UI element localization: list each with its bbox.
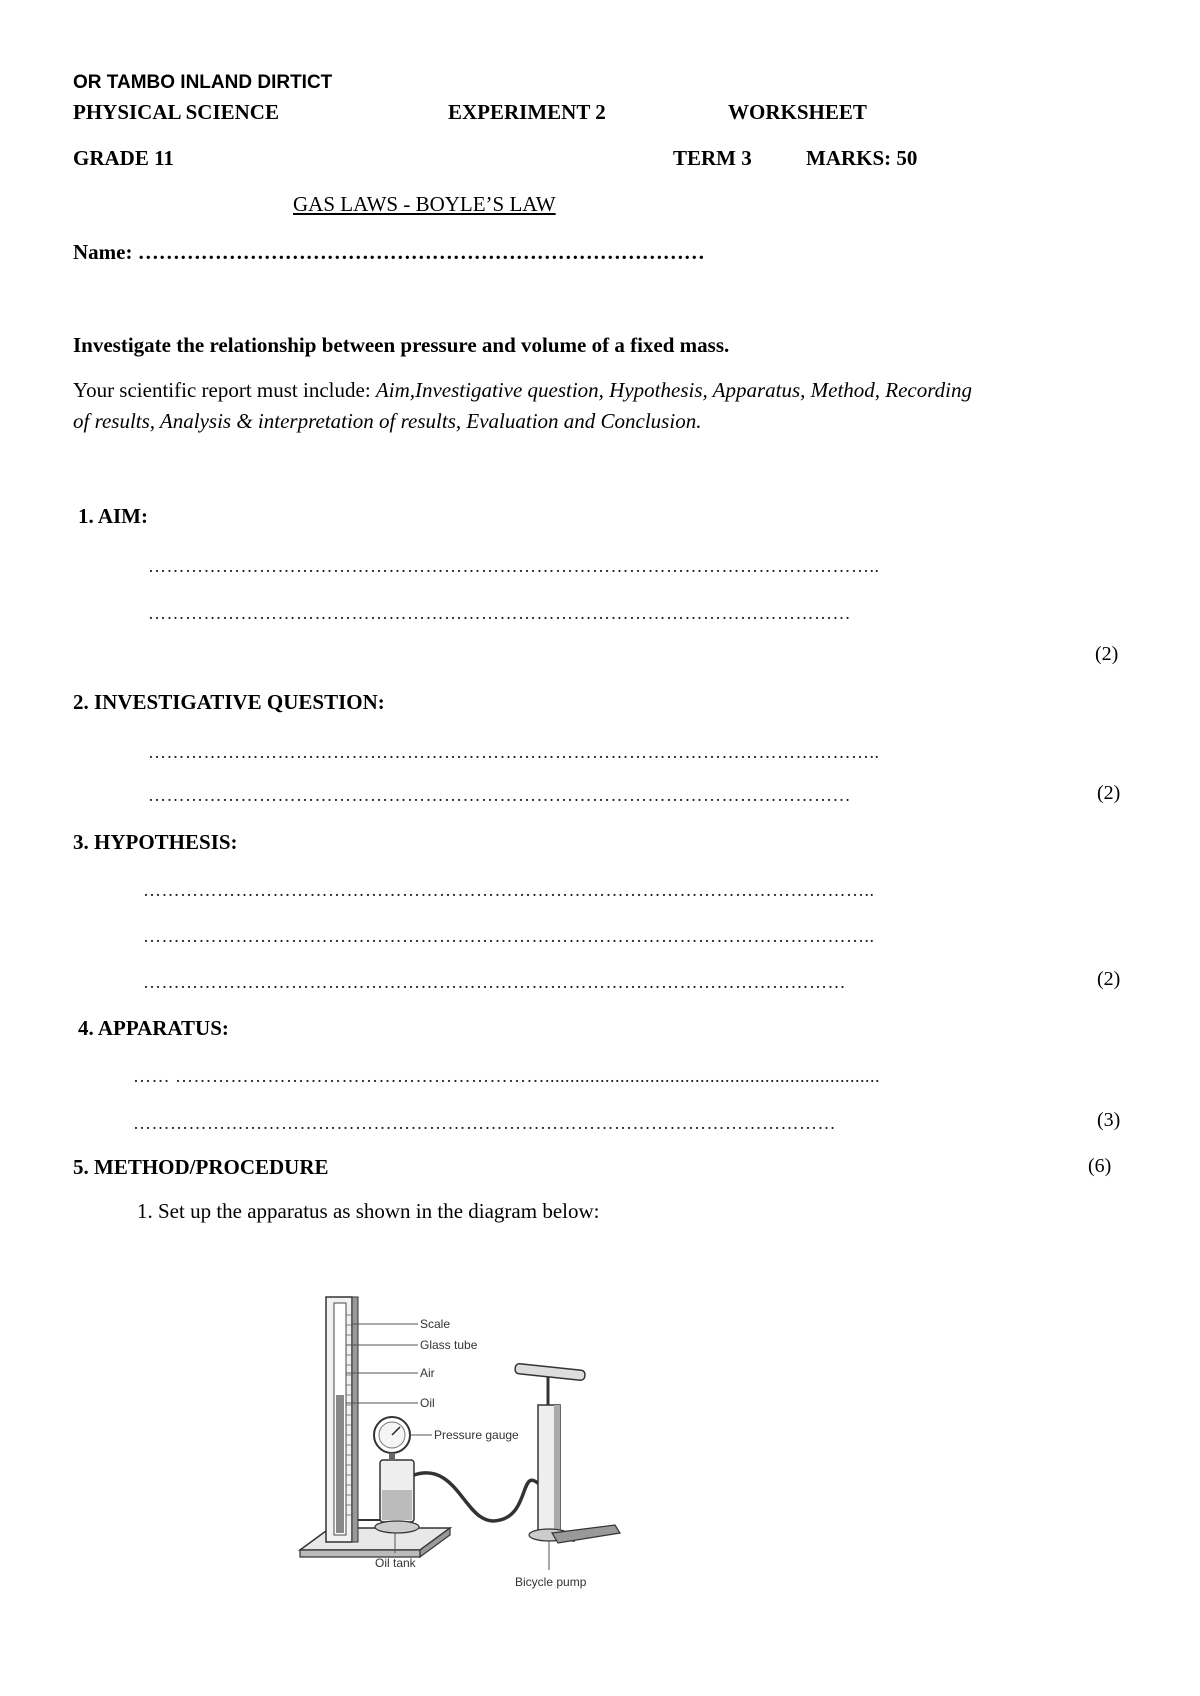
question-answer-line-2[interactable]: …………………………………………………………………………………………………… <box>148 785 851 805</box>
aim-answer-line-1[interactable]: ……………………………………………………………………………………………………….. <box>148 556 880 576</box>
report-items-line1: Aim,Investigative question, Hypothesis, Apparatus, Method, Recording <box>375 378 972 402</box>
pump-foot <box>552 1525 620 1543</box>
oil-column <box>336 1395 344 1533</box>
pump-handle <box>515 1363 586 1380</box>
apparatus-answer-line-2[interactable]: …………………………………………………………………………………………………… <box>133 1113 836 1133</box>
district-title: OR TAMBO INLAND DIRTICT <box>73 72 333 93</box>
hypothesis-answer-line-3[interactable]: …………………………………………………………………………………………………… <box>143 972 846 992</box>
label-oil-tank: Oil tank <box>375 1556 416 1570</box>
subject-label: PHYSICAL SCIENCE <box>73 100 279 124</box>
report-requirements-line2 <box>73 405 701 437</box>
hypothesis-marks: (2) <box>1097 968 1121 990</box>
name-field: Name: ……………………………………………………………………… <box>73 240 705 264</box>
page-title: GAS LAWS - BOYLE’S LAW <box>293 192 556 216</box>
aim-answer-line-2[interactable]: …………………………………………………………………………………………………… <box>148 603 851 623</box>
label-air: Air <box>420 1366 435 1380</box>
doc-type-label: WORKSHEET <box>728 100 867 124</box>
section-hypothesis-heading: 3. HYPOTHESIS: <box>73 830 238 854</box>
section-aim-heading: 1. AIM: <box>78 504 148 528</box>
section-method-heading: 5. METHOD/PROCEDURE <box>73 1155 329 1179</box>
boyles-law-apparatus-diagram <box>290 1285 670 1605</box>
label-scale: Scale <box>420 1317 451 1331</box>
question-marks: (2) <box>1097 782 1121 804</box>
report-prefix: Your scientific report must include: <box>73 378 376 402</box>
hypothesis-answer-line-1[interactable]: ……………………………………………………………………………………………………….. <box>143 880 875 900</box>
report-items-line2: of results, Analysis & interpretation of results, Evaluation and Conclusion. <box>73 409 702 433</box>
section-apparatus-heading: 4. APPARATUS: <box>78 1016 229 1040</box>
method-marks: (6) <box>1088 1155 1112 1177</box>
label-glass-tube: Glass tube <box>420 1338 478 1352</box>
instruction-text: Investigate the relationship between pressure and volume of a fixed mass. <box>73 333 730 357</box>
grade-label: GRADE 11 <box>73 146 174 170</box>
question-answer-line-1[interactable]: ……………………………………………………………………………………………………….. <box>148 742 880 762</box>
hypothesis-answer-line-2[interactable]: ……………………………………………………………………………………………………….. <box>143 926 875 946</box>
apparatus-marks: (3) <box>1097 1109 1121 1131</box>
aim-marks: (2) <box>1095 643 1119 665</box>
apparatus-answer-line-1[interactable]: …… ……………………………………………………................................................................... <box>133 1066 880 1086</box>
label-oil: Oil <box>420 1396 435 1410</box>
label-pressure-gauge: Pressure gauge <box>434 1428 519 1442</box>
experiment-label: EXPERIMENT 2 <box>448 100 606 124</box>
method-step-1: 1. Set up the apparatus as shown in the diagram below: <box>137 1199 600 1223</box>
label-bicycle-pump: Bicycle pump <box>515 1575 587 1589</box>
marks-label: MARKS: 50 <box>806 146 918 170</box>
term-label: TERM 3 <box>673 146 752 170</box>
report-requirements-line1 <box>73 374 972 406</box>
section-question-heading: 2. INVESTIGATIVE QUESTION: <box>73 690 385 714</box>
